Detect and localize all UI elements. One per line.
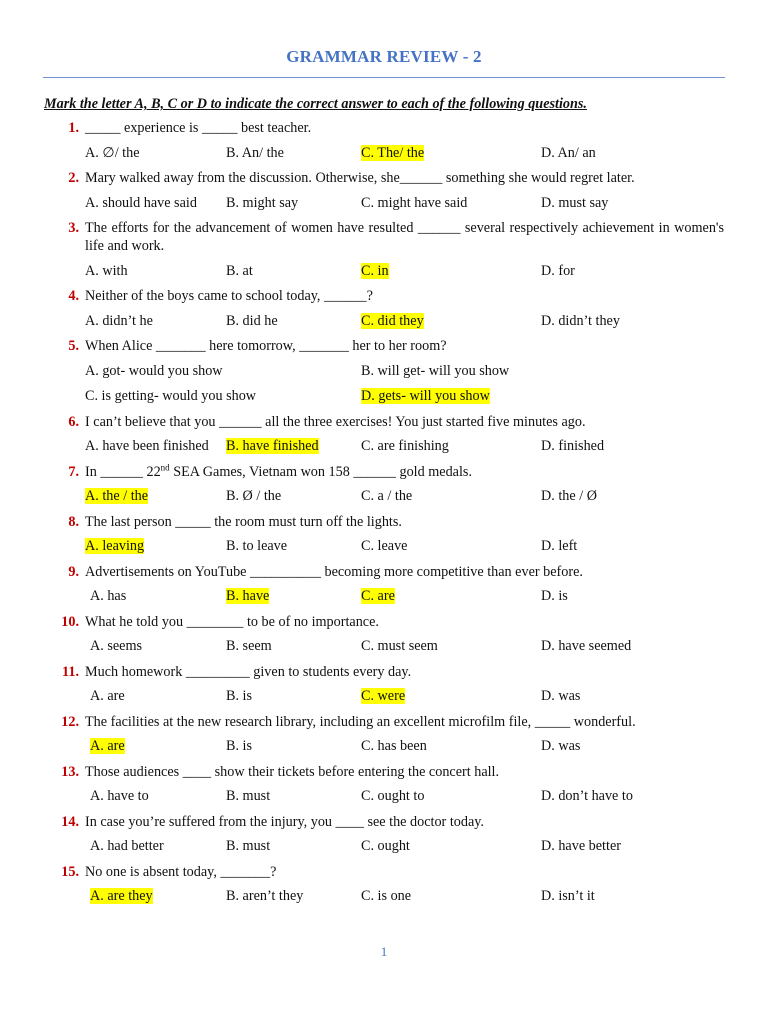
option-d[interactable] [541,587,568,605]
options-row [0,737,768,755]
option-label: A. with [85,262,128,279]
option-d[interactable] [541,262,575,280]
option-b[interactable] [226,537,287,555]
option-label: D. for [541,262,575,279]
option-c[interactable] [361,194,467,212]
option-b[interactable] [226,437,319,455]
option-d[interactable] [541,737,580,755]
question-6 [0,413,768,456]
option-c[interactable] [361,487,412,505]
question-number: 12. [61,713,79,730]
option-label: C. has been [361,738,427,754]
question-text: I can’t believe that you ______ all the three exercises! You just started five minutes ago. [85,413,586,430]
options-row [0,537,768,555]
question-text: In case you’re suffered from the injury, you ____ see the doctor today. [85,813,484,830]
question-list [0,119,768,913]
option-d[interactable] [541,687,580,705]
option-a[interactable] [85,194,197,212]
option-b[interactable] [226,587,269,605]
option-label: C. must seem [361,638,438,654]
question-number: 10. [61,613,79,630]
option-a[interactable] [85,144,140,162]
option-a[interactable] [85,487,148,505]
option-label: B. An/ the [226,144,284,161]
question-text: Neither of the boys came to school today, ______? [85,288,373,304]
option-label: C. might have said [361,194,468,211]
page-number: 1 [380,944,388,959]
option-label: D. left [541,538,578,554]
option-label: B. is [226,688,253,704]
option-c[interactable] [361,887,411,905]
option-label: D. gets- will you show [361,388,490,404]
question-12 [0,713,768,756]
option-label: B. did he [226,312,278,329]
option-label: D. didn’t they [541,312,620,329]
option-label: C. are [361,588,395,604]
options-row [0,437,768,455]
options-row [0,587,768,605]
question-number: 1. [68,120,79,136]
question-number: 9. [68,563,79,580]
option-a[interactable] [90,837,164,855]
question-10 [0,613,768,656]
option-label: D. the / Ø [541,488,597,504]
question-number: 8. [68,513,79,530]
option-label: D. have seemed [541,638,632,654]
option-b[interactable] [226,837,270,855]
option-d[interactable] [541,637,631,655]
option-label: A. didn’t he [85,312,153,329]
question-number: 6. [68,413,79,430]
option-a[interactable] [85,262,128,280]
question-7 [0,463,768,506]
option-label: A. the / the [85,488,149,504]
option-c[interactable] [361,437,449,455]
option-a[interactable] [90,637,142,655]
question-number: 5. [68,338,79,354]
option-label: B. have [226,588,270,604]
option-b[interactable] [226,737,252,755]
question-text: Those audiences ____ show their tickets before entering the concert hall. [85,763,500,780]
option-b[interactable] [226,787,270,805]
question-8 [0,513,768,556]
question-number: 3. [68,220,79,236]
option-label: A. should have said [85,194,197,211]
option-a[interactable] [90,887,153,905]
option-label: C. is one [361,888,412,904]
option-label: C. are finishing [361,438,449,454]
option-a[interactable] [85,437,209,455]
options-row [0,487,768,505]
option-label: A. got- would you show [85,362,223,379]
option-label: C. a / the [361,488,413,504]
options-row [0,362,768,380]
option-label: D. must say [541,194,609,211]
option-d[interactable] [361,387,490,405]
option-c[interactable] [361,262,389,280]
option-d[interactable] [541,887,595,905]
options-row [0,637,768,655]
option-label: A. are [90,688,125,704]
option-label: B. at [226,262,253,279]
option-label: B. will get- will you show [361,362,510,379]
question-number: 13. [61,763,79,780]
option-c[interactable] [85,387,256,405]
option-b[interactable] [226,887,303,905]
question-15 [0,863,768,906]
option-b[interactable] [226,144,284,162]
question-number: 7. [68,463,79,480]
option-label: D. isn’t it [541,888,595,904]
question-number: 4. [68,288,79,304]
option-b[interactable] [226,312,278,330]
option-label: B. must [226,838,271,854]
option-label: C. ought to [361,788,425,804]
option-label: B. have finished [226,438,319,454]
option-d[interactable] [541,144,596,162]
option-label: D. An/ an [541,144,596,161]
option-d[interactable] [541,312,620,330]
option-label: C. ought [361,838,410,854]
options-row [0,144,768,162]
question-text: No one is absent today, _______? [85,863,277,880]
option-c[interactable] [361,587,395,605]
title-divider [43,77,725,78]
option-label: B. to leave [226,538,288,554]
option-d[interactable] [541,787,633,805]
option-label: A. ∅/ the [85,144,140,161]
option-label: B. aren’t they [226,888,304,904]
question-text: Mary walked away from the discussion. Otherwise, she______ something she would regret later. [85,170,635,186]
option-b[interactable] [226,262,253,280]
option-a[interactable] [85,362,223,380]
option-d[interactable] [541,537,577,555]
option-label: A. has [90,588,127,604]
question-2 [0,169,768,212]
question-1 [0,119,768,162]
option-label: A. seems [90,638,143,654]
option-c[interactable] [361,687,405,705]
option-c[interactable] [361,737,427,755]
option-c[interactable] [361,312,424,330]
option-label: A. are they [90,888,153,904]
option-d[interactable] [541,487,597,505]
option-label: D. is [541,588,568,604]
question-text: Advertisements on YouTube __________ becoming more competitive than ever before. [85,563,583,580]
option-label: C. is getting- would you show [85,388,257,404]
option-label: A. have been finished [85,438,209,454]
option-label: A. are [90,738,125,754]
question-13 [0,763,768,806]
option-label: B. seem [226,638,272,654]
question-text-part: SEA Games, Vietnam won 158 ______ gold medals. [169,463,472,480]
question-11 [0,663,768,706]
option-label: C. leave [361,538,408,554]
page-title: GRAMMAR REVIEW - 2 [286,47,482,66]
option-label: B. Ø / the [226,488,282,504]
instruction-text: Mark the letter A, B, C or D to indicate the correct answer to each of the following questions. [44,96,587,112]
question-text: What he told you ________ to be of no importance. [85,613,379,630]
question-4 [0,287,768,330]
option-label: C. did they [361,312,424,329]
question-text-part: In ______ 22 [85,463,161,480]
option-a[interactable] [85,537,144,555]
options-row [0,262,768,280]
option-label: D. was [541,688,581,704]
question-text: The facilities at the new research library, including an excellent microfilm file, _____ wonderful. [85,713,636,730]
option-d[interactable] [541,194,608,212]
option-a[interactable] [90,787,149,805]
option-b[interactable] [226,687,252,705]
options-row [0,787,768,805]
question-text: The efforts for the advancement of women have resulted ______ several respectively achievement in women's life and work. [85,220,724,254]
option-d[interactable] [541,437,604,455]
question-text: When Alice _______ here tomorrow, _______ her to her room? [85,338,447,354]
question-text [85,463,724,481]
options-row [0,887,768,905]
option-label: C. in [361,262,389,279]
question-14 [0,813,768,856]
option-label: D. don’t have to [541,788,633,804]
ordinal-suffix: nd [160,461,170,472]
option-b[interactable] [226,194,298,212]
options-row [0,312,768,330]
option-a[interactable] [90,687,125,705]
option-label: B. might say [226,194,299,211]
options-row [0,687,768,705]
option-a[interactable] [85,312,153,330]
option-label: D. have better [541,838,621,854]
options-row [0,837,768,855]
option-b[interactable] [226,487,281,505]
options-row [0,194,768,212]
question-text: _____ experience is _____ best teacher. [85,120,312,136]
option-label: A. have to [90,788,149,804]
question-number: 2. [68,170,79,186]
option-c[interactable] [361,537,407,555]
option-label: C. were [361,688,406,704]
option-b[interactable] [361,362,509,380]
option-b[interactable] [226,637,272,655]
options-row [0,387,768,405]
question-text: The last person _____ the room must turn off the lights. [85,513,402,530]
question-number: 15. [61,863,79,880]
question-9 [0,563,768,606]
option-label: A. leaving [85,538,145,554]
option-label: D. was [541,738,581,754]
option-c[interactable] [361,837,410,855]
option-c[interactable] [361,637,438,655]
option-a[interactable] [90,737,125,755]
question-3 [0,219,768,280]
question-5 [0,337,768,405]
option-a[interactable] [90,587,126,605]
question-number: 11. [62,663,79,680]
option-d[interactable] [541,837,621,855]
option-label: B. must [226,788,271,804]
option-label: C. The/ the [361,144,425,161]
option-c[interactable] [361,144,424,162]
option-label: D. finished [541,438,605,454]
option-label: B. is [226,738,253,754]
option-c[interactable] [361,787,424,805]
question-number: 14. [61,813,79,830]
question-text: Much homework _________ given to students every day. [85,663,412,680]
option-label: A. had better [90,838,164,854]
